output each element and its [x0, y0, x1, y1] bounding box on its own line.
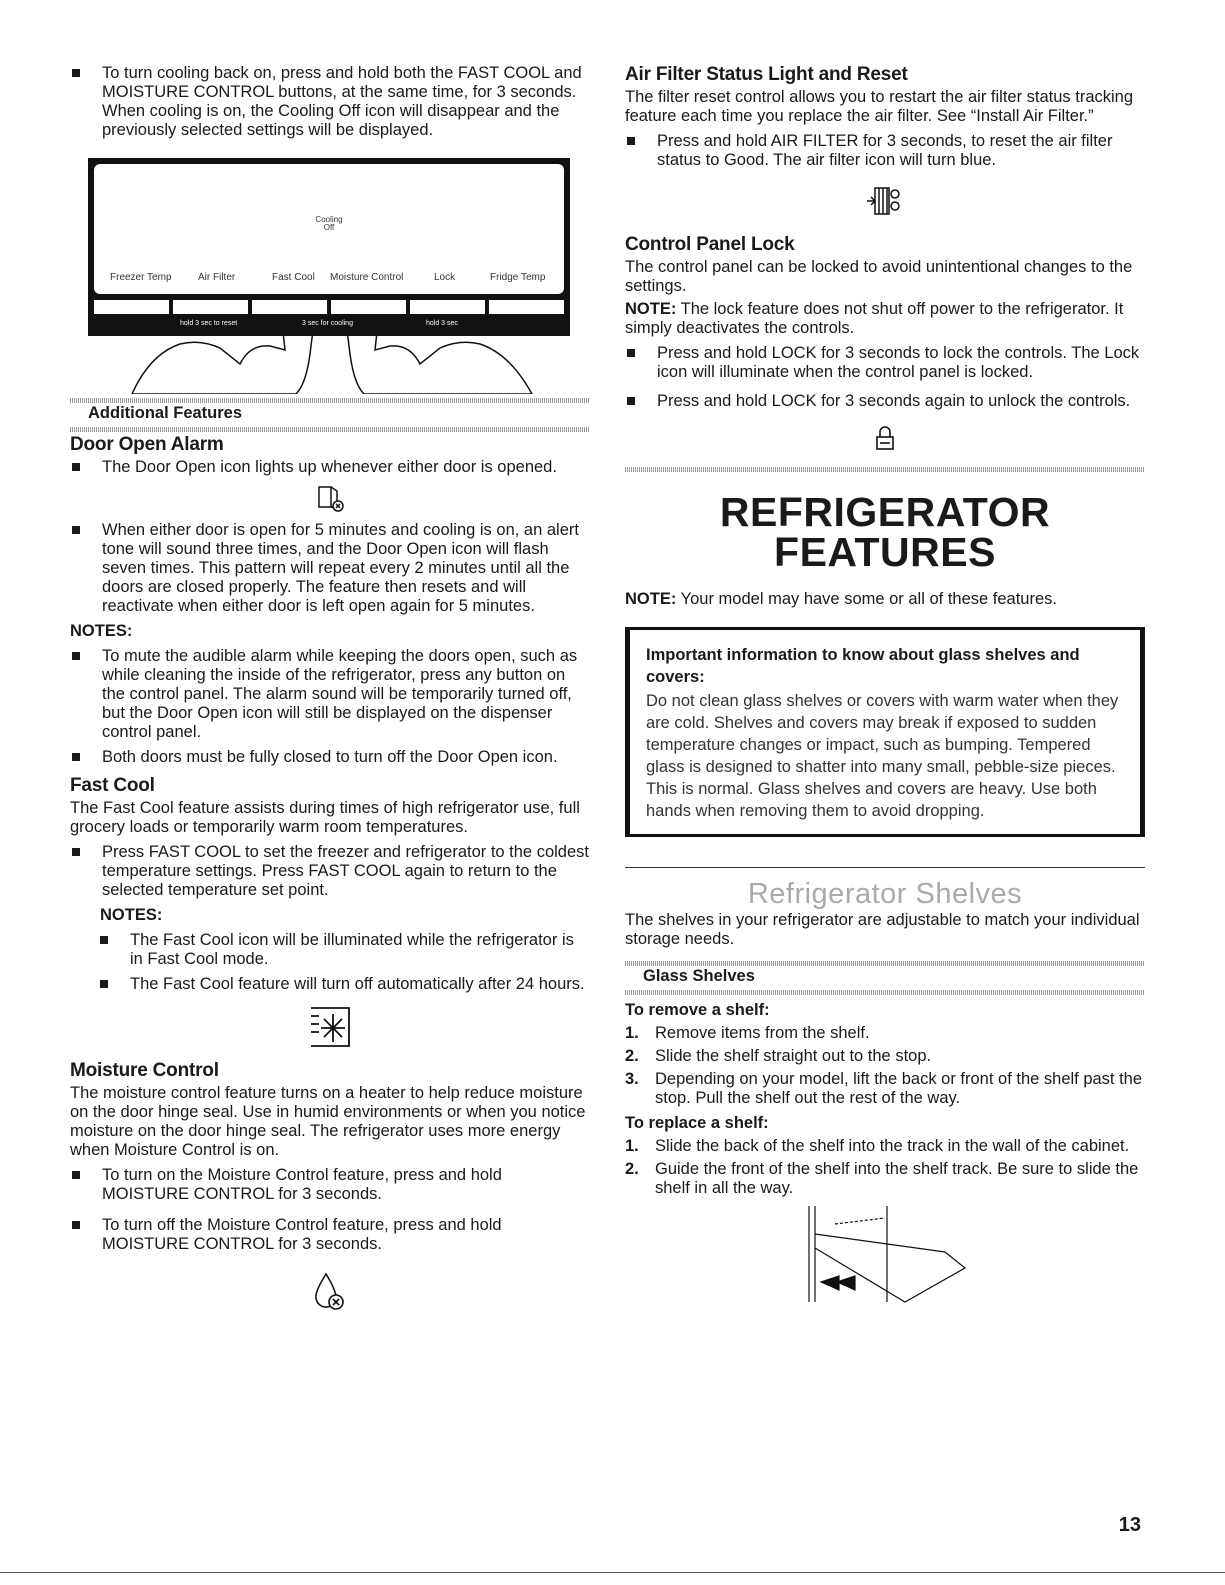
list-item: Press and hold LOCK for 3 seconds to lock the controls. The Lock icon will illuminate when the control panel is locked.	[625, 344, 1145, 382]
door-open-icon	[70, 485, 590, 513]
list-item: Press FAST COOL to set the freezer and refrigerator to the coldest temperature settings. Press FAST COOL again to return to the selected temperature set point.	[70, 843, 590, 900]
page-number: 13	[1118, 1514, 1141, 1536]
glass-shelves-band	[625, 963, 1145, 989]
additional-features-band	[70, 400, 590, 426]
fast-cool-icon	[70, 1002, 590, 1052]
model-note: NOTE: Your model may have some or all of these features.	[625, 590, 1057, 608]
fast-cool-list	[70, 843, 590, 900]
remove-shelf-heading: To remove a shelf:	[625, 1001, 770, 1019]
door-open-list	[70, 458, 590, 477]
remove-steps	[625, 1024, 1145, 1108]
list-item: The Fast Cool feature will turn off automatically after 24 hours.	[98, 975, 590, 994]
door-open-notes	[70, 647, 590, 767]
right-column	[625, 64, 1145, 1314]
section-band-title: Glass Shelves	[643, 967, 755, 985]
lock-intro: The control panel can be locked to avoid unintentional changes to the settings.	[625, 258, 1133, 295]
list-item: The Door Open icon lights up whenever either door is opened.	[70, 458, 590, 477]
panel-label-fast-cool: Fast Cool	[272, 272, 315, 283]
refrigerator-features-title: REFRIGERATOR FEATURES	[719, 489, 1051, 575]
control-panel-illustration	[88, 158, 570, 336]
list-item: 3. Depending on your model, lift the back or front of the shelf past the stop. Pull the shelf out the rest of the way.	[625, 1070, 1143, 1107]
panel-button-row	[94, 300, 564, 314]
cooling-off-label: Cooling Off	[315, 215, 343, 232]
list-item: When either door is open for 5 minutes and cooling is on, an alert tone will sound three times, and the Door Open icon will flash seven times. This pattern will repeat every 2 minutes until all the doors are closed properly. The feature then resets and will reactivate when either door is left open again for 5 minutes.	[70, 521, 590, 616]
moisture-list	[70, 1166, 590, 1254]
important-body: Do not clean glass shelves or covers with warm water when they are cold. Shelves and covers may break if exposed to sudden temperature changes or impact, such as bumping. Tempered glass is designed to shatter into many small, pebble-size pieces. This is normal. Glass shelves and covers are heavy. Use both hands when removing them to avoid dropping.	[646, 692, 1119, 820]
door-open-list-2	[70, 521, 590, 616]
list-item: To turn off the Moisture Control feature, press and hold MOISTURE CONTROL for 3 seconds.	[70, 1216, 590, 1254]
control-panel-display	[94, 164, 564, 294]
air-filter-intro: The filter reset control allows you to restart the air filter status tracking feature each time you replace the air filter. See “Install Air Filter.”	[625, 88, 1134, 125]
section-divider	[625, 867, 1145, 868]
replace-steps	[625, 1137, 1145, 1198]
list-item: To turn cooling back on, press and hold both the FAST COOL and MOISTURE CONTROL buttons, at the same time, for 3 seconds. When cooling is on, the Cooling Off icon will disappear and the previously selected settings will be displayed.	[70, 64, 590, 140]
shelf-illustration	[625, 1206, 1145, 1306]
list-item: To turn on the Moisture Control feature, press and hold MOISTURE CONTROL for 3 seconds.	[70, 1166, 590, 1204]
important-heading: Important information to know about glass shelves and covers:	[646, 646, 1080, 686]
fast-cool-intro: The Fast Cool feature assists during times of high refrigerator use, full grocery loads or temporarily warm room temperatures.	[70, 799, 580, 836]
section-band-title: Additional Features	[88, 404, 243, 422]
list-item: Press and hold LOCK for 3 seconds again to unlock the controls.	[625, 392, 1145, 411]
moisture-control-icon	[70, 1272, 590, 1312]
lock-note: NOTE: The lock feature does not shut off power to the refrigerator. It simply deactivates the controls.	[625, 300, 1124, 337]
list-item: Both doors must be fully closed to turn off the Door Open icon.	[70, 748, 590, 767]
door-open-heading: Door Open Alarm	[70, 434, 224, 455]
fast-cool-notes	[98, 931, 590, 994]
panel-label-moisture-control: Moisture Control	[330, 272, 404, 283]
notes-heading: NOTES:	[70, 622, 133, 640]
list-item: 1. Slide the back of the shelf into the track in the wall of the cabinet.	[625, 1137, 1130, 1155]
lock-icon	[625, 425, 1145, 451]
panel-label-lock: Lock	[434, 272, 456, 283]
moisture-control-intro: The moisture control feature turns on a heater to help reduce moisture on the door hinge seal. Use in humid environments or when you notice moisture on the door hinge seal. The refrigerator uses more energy when Moisture Control is on.	[70, 1084, 586, 1159]
left-column	[70, 64, 590, 1320]
list-item: The Fast Cool icon will be illuminated while the refrigerator is in Fast Cool mode.	[98, 931, 590, 969]
moisture-control-heading: Moisture Control	[70, 1060, 219, 1081]
hold-label: 3 sec for cooling	[302, 320, 353, 327]
intro-list	[70, 64, 590, 140]
fast-cool-heading: Fast Cool	[70, 775, 155, 796]
list-item: 2. Slide the shelf straight out to the stop.	[625, 1047, 932, 1065]
hold-label: hold 3 sec to reset	[180, 320, 238, 327]
lock-list	[625, 344, 1145, 411]
air-filter-list	[625, 132, 1145, 170]
replace-shelf-heading: To replace a shelf:	[625, 1114, 769, 1132]
list-item: 2. Guide the front of the shelf into the shelf track. Be sure to slide the shelf in all the way.	[625, 1160, 1139, 1197]
bottom-rule	[0, 1572, 1225, 1573]
panel-label-freezer-temp: Freezer Temp	[110, 272, 172, 283]
air-filter-icon	[625, 184, 1145, 218]
list-item: To mute the audible alarm while keeping the doors open, such as while cleaning the inside of the refrigerator, press any button on the control panel. The alarm sound will be temporarily turned off, but the Door Open icon will still be displayed on the dispenser control panel.	[70, 647, 590, 742]
refrigerator-shelves-heading: Refrigerator Shelves	[747, 878, 1023, 910]
list-item: Press and hold AIR FILTER for 3 seconds, to reset the air filter status to Good. The air filter icon will turn blue.	[625, 132, 1145, 170]
notes-heading: NOTES:	[100, 906, 163, 924]
air-filter-heading: Air Filter Status Light and Reset	[625, 64, 908, 85]
section-divider	[625, 467, 1145, 472]
panel-label-air-filter: Air Filter	[198, 272, 236, 283]
panel-label-fridge-temp: Fridge Temp	[490, 272, 546, 283]
shelves-intro: The shelves in your refrigerator are adjustable to match your individual storage needs.	[625, 911, 1140, 948]
control-panel-lock-heading: Control Panel Lock	[625, 234, 795, 255]
hold-label: hold 3 sec	[426, 320, 458, 327]
list-item: 1. Remove items from the shelf.	[625, 1024, 870, 1042]
important-glass-box	[625, 627, 1145, 837]
